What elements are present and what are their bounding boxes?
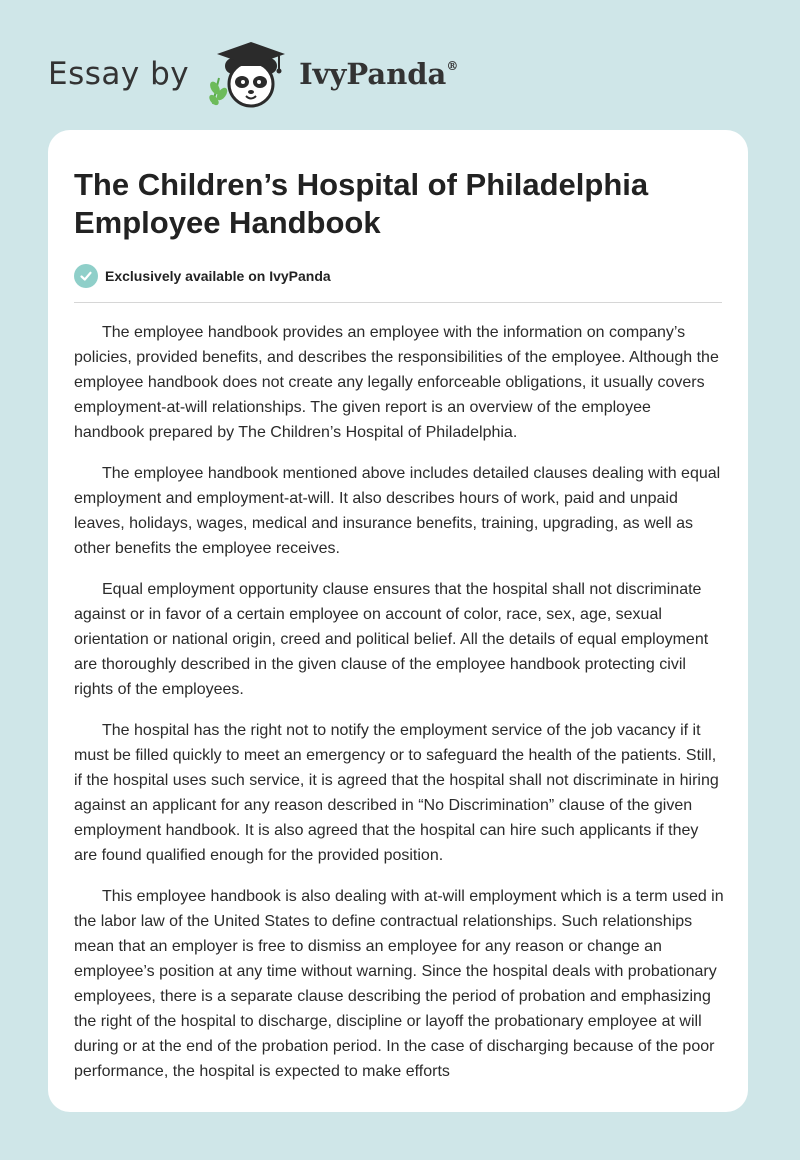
site-header xyxy=(48,38,458,110)
exclusive-label: Exclusively available on IvyPanda xyxy=(105,268,331,284)
essay-body xyxy=(74,320,724,1100)
check-circle-icon xyxy=(74,264,98,288)
essay-title: The Children’s Hospital of Philadelphia Employee Handbook xyxy=(74,167,649,240)
paragraph: The hospital has the right not to notify the employment service of the job vacancy if it must be filled quickly to meet an emergency or to safeguard the health of the patients. Still, if the hospital uses such service, it is agreed that the hospital shall not discriminate in hiring against an applicant for any reason described in “No Discrimination” clause of the given employment handbook. It is also agreed that the hospital can hire such applicants if they are found qualified enough for the provided position. xyxy=(74,722,719,864)
paragraph: This employee handbook is also dealing with at-will employment which is a term used in the labor law of the United States to define contractual relationships. Such relationships mean that an employer is free to dismiss an employee for any reason or change an employee’s position at any time without warning. Since the hospital deals with probationary employees, there is a separate clause describing the period of probation and emphasizing the right of the hospital to discharge, discipline or layoff the probationary employee at will during or at the end of the probation period. In the case of discharging because of the poor performance, the hospital is expected to make efforts xyxy=(74,888,724,1080)
divider xyxy=(74,302,722,303)
essay-card xyxy=(48,130,748,1112)
paragraph: The employee handbook provides an employee with the information on company’s policies, provided benefits, and describes the responsibilities of the employee. Although the employee handbook does not create any legally enforceable obligations, it usually covers employment-at-will relationships. The given report is an overview of the employee handbook prepared by The Children’s Hospital of Philadelphia. xyxy=(74,324,719,441)
brand-name: IvyPanda® xyxy=(299,57,459,91)
panda-mascot-icon xyxy=(205,38,295,110)
ivypanda-logo[interactable] xyxy=(205,38,458,110)
essay-by-label: Essay by xyxy=(48,56,190,92)
registered-mark: ® xyxy=(446,59,459,73)
paragraph: Equal employment opportunity clause ensures that the hospital shall not discriminate against or in favor of a certain employee on account of color, race, sex, age, sexual orientation or national origin, creed and political belief. All the details of equal employment are thoroughly described in the given clause of the employee handbook protecting civil rights of the employees. xyxy=(74,581,709,698)
exclusive-badge xyxy=(74,263,331,289)
paragraph: The employee handbook mentioned above includes detailed clauses dealing with equal employment and employment-at-will. It also describes hours of work, paid and unpaid leaves, holidays, wages, medical and insurance benefits, training, upgrading, as well as other benefits the employee receives. xyxy=(74,465,721,557)
